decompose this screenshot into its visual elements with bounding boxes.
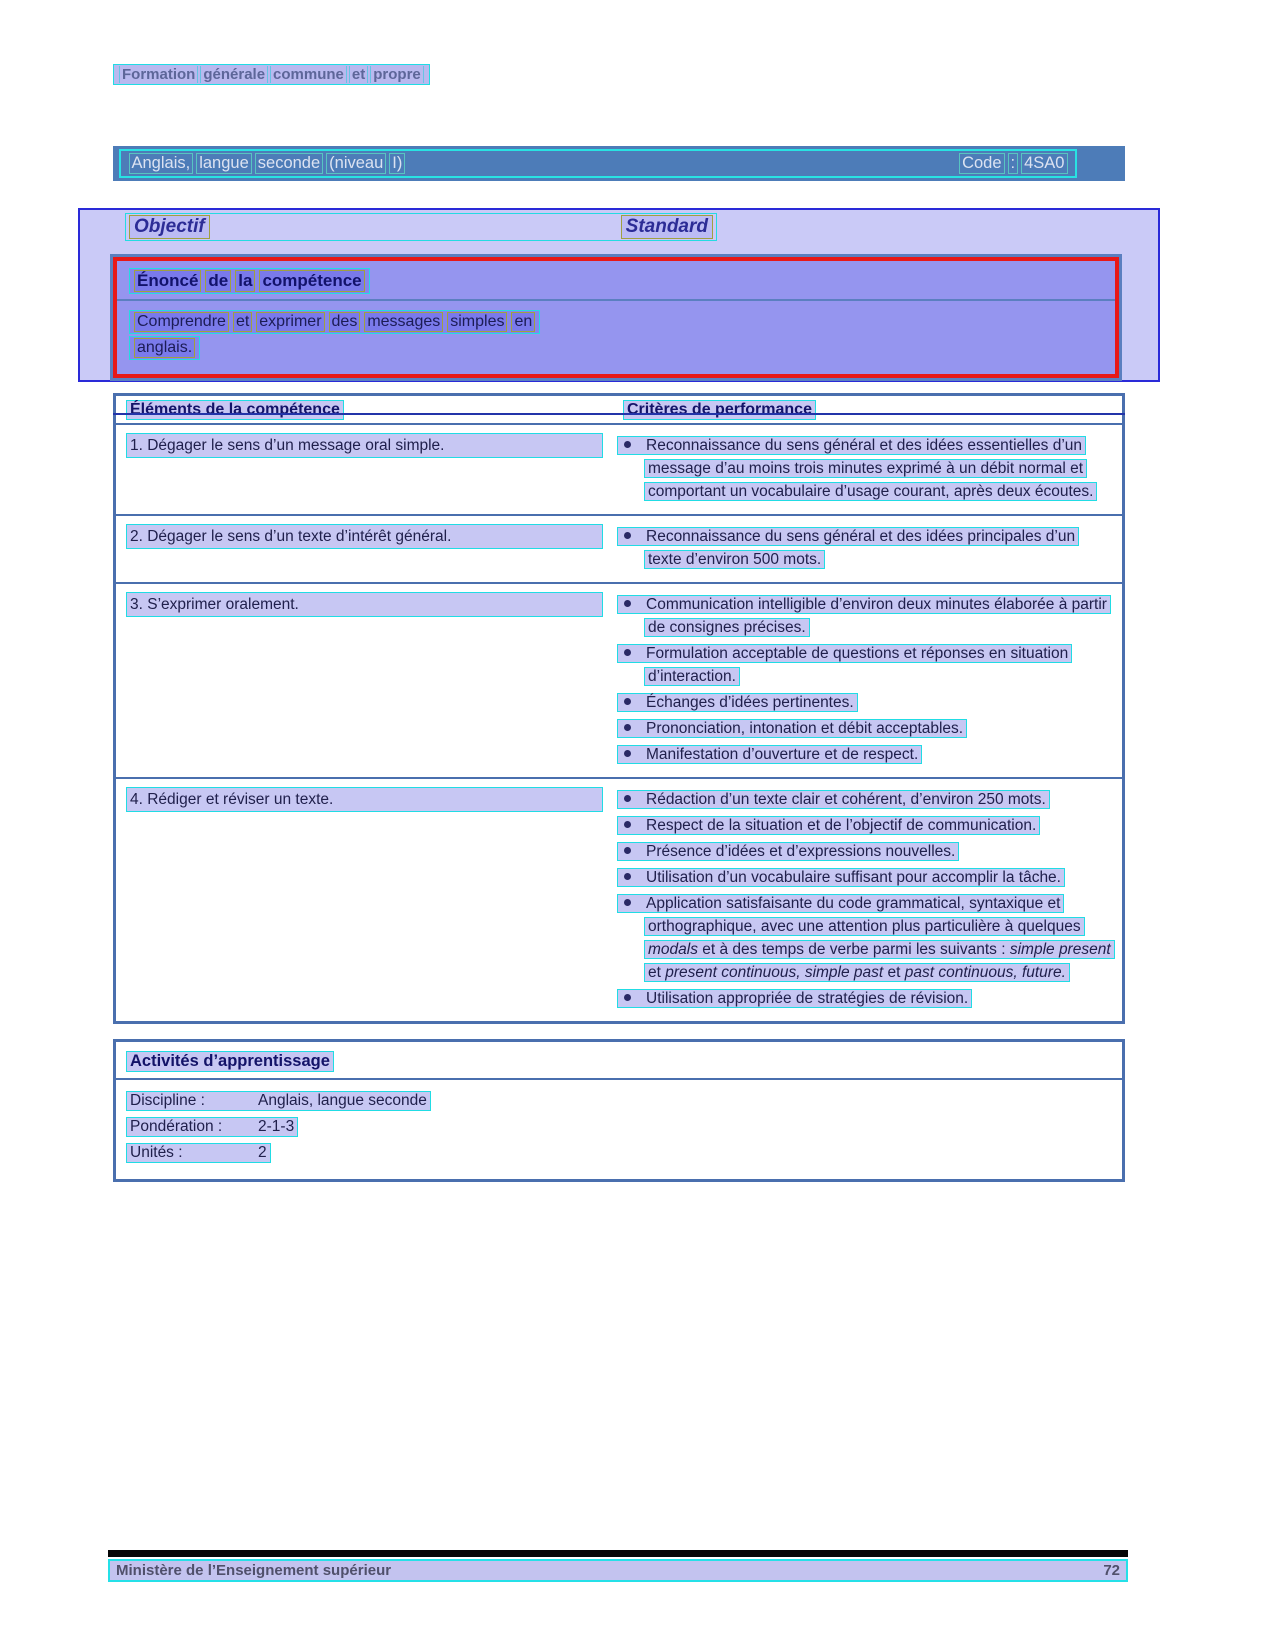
bullet-icon (624, 821, 631, 828)
bullet-icon (624, 649, 631, 656)
element-cell (116, 779, 613, 1021)
activity-field-row (126, 1143, 1112, 1163)
activity-fields (116, 1080, 1122, 1163)
objectif-standard-box (78, 208, 1160, 382)
field-value: 2-1-3 (258, 1118, 295, 1135)
activity-field (126, 1091, 431, 1111)
criterion-text: Rédaction d’un texte clair et cohérent, d’environ 250 mots. (617, 790, 1050, 809)
enonce-red-frame (113, 257, 1119, 378)
competence-rows (116, 423, 1122, 1021)
activity-field (126, 1143, 271, 1163)
activities-heading: Activités d’apprentissage (126, 1051, 334, 1072)
criterion-item (617, 525, 1112, 571)
elements-header: Éléments de la compétence (126, 400, 344, 420)
criteria-cell (613, 516, 1122, 582)
bullet-icon (624, 899, 631, 906)
footer-rule (108, 1550, 1128, 1557)
bullet-icon (624, 724, 631, 731)
criterion-item (617, 892, 1112, 984)
criterion-text: Respect de la situation et de l’objectif de communication. (617, 816, 1040, 835)
criteria-cell (613, 584, 1122, 777)
criterion-item (617, 717, 1112, 740)
criterion-text: Manifestation d’ouverture et de respect. (617, 745, 922, 764)
enonce-heading-row (117, 261, 1115, 301)
course-code: Code : 4SA0 (958, 153, 1069, 174)
element-text: 4. Rédiger et réviser un texte. (126, 787, 603, 812)
footer-line (108, 1559, 1128, 1582)
element-cell (116, 584, 613, 777)
objectif-label: Objectif (129, 215, 210, 239)
criterion-text: Présence d’idées et d’expressions nouvelles. (617, 842, 959, 861)
bullet-icon (624, 698, 631, 705)
table-row (116, 514, 1122, 582)
competence-table-header (116, 396, 1122, 423)
criterion-item (617, 743, 1112, 766)
running-header-text: Formation générale commune et propre (113, 64, 430, 85)
criterion-item (617, 788, 1112, 811)
criteria-cell (613, 779, 1122, 1021)
bullet-icon (624, 795, 631, 802)
running-header (113, 64, 430, 85)
bullet-icon (624, 847, 631, 854)
enonce-box (110, 254, 1122, 381)
criterion-text: Formulation acceptable de questions et réponses en situation d’interaction. (617, 644, 1072, 686)
criterion-text: Utilisation appropriée de stratégies de révision. (617, 989, 972, 1008)
criterion-item (617, 593, 1112, 639)
enonce-body-line: Comprendre et exprimer des messages simples en (129, 310, 540, 334)
course-title-bar (113, 146, 1125, 181)
criterion-text: Application satisfaisante du code grammatical, syntaxique et orthographique, avec une attention plus particulière à quelques modals et à des temps de verbe parmi les suivants : simple present et present continuous, simple past et past continuous, future. (617, 894, 1115, 982)
field-label: Discipline : (130, 1092, 205, 1109)
bullet-icon (624, 532, 631, 539)
element-text: 2. Dégager le sens d’un texte d’intérêt général. (126, 524, 603, 549)
activities-heading-row (116, 1042, 1122, 1080)
criterion-item (617, 866, 1112, 889)
enonce-body-line: anglais. (129, 336, 200, 360)
field-value: 2 (258, 1144, 267, 1161)
enonce-body (117, 301, 1115, 374)
objectif-standard-headers (125, 213, 717, 241)
activity-field (126, 1117, 298, 1137)
bullet-icon (624, 873, 631, 880)
table-row (116, 582, 1122, 777)
table-row (116, 423, 1122, 514)
criterion-text: Communication intelligible d’environ deux minutes élaborée à partir de consignes précises. (617, 595, 1111, 637)
criterion-item (617, 642, 1112, 688)
criterion-item (617, 987, 1112, 1010)
criterion-item (617, 840, 1112, 863)
criterion-text: Échanges d’idées pertinentes. (617, 693, 858, 712)
course-title: Anglais, langue seconde (niveau I) (127, 153, 407, 174)
bullet-icon (624, 600, 631, 607)
main-content (113, 393, 1125, 1182)
enonce-heading: Énoncé de la compétence (129, 268, 370, 294)
bullet-icon (624, 994, 631, 1001)
criterion-item (617, 814, 1112, 837)
activities-box (113, 1039, 1125, 1182)
field-value: Anglais, langue seconde (258, 1092, 427, 1109)
course-title-line (119, 149, 1077, 178)
element-cell (116, 516, 613, 582)
criterion-text: Reconnaissance du sens général et des idées principales d’un texte d’environ 500 mots. (617, 527, 1079, 569)
footer-page-number: 72 (1103, 1562, 1120, 1579)
footer-ministry: Ministère de l’Enseignement supérieur (116, 1562, 392, 1579)
elements-header-cell (116, 400, 613, 420)
criterion-text: Prononciation, intonation et débit acceptables. (617, 719, 967, 738)
element-text: 3. S’exprimer oralement. (126, 592, 603, 617)
table-row (116, 777, 1122, 1021)
criteria-cell (613, 425, 1122, 514)
activity-field-row (126, 1091, 1112, 1111)
criteres-header-cell (613, 400, 1122, 420)
element-cell (116, 425, 613, 514)
activity-field-row (126, 1117, 1112, 1137)
criterion-item (617, 691, 1112, 714)
bullet-icon (624, 750, 631, 757)
bullet-icon (624, 441, 631, 448)
criteres-header: Critères de performance (623, 400, 816, 420)
criterion-text: Utilisation d’un vocabulaire suffisant pour accomplir la tâche. (617, 868, 1065, 887)
field-label: Unités : (130, 1144, 183, 1161)
standard-label: Standard (621, 215, 713, 239)
page-footer (108, 1550, 1128, 1582)
competence-table (113, 393, 1125, 1024)
criterion-item (617, 434, 1112, 503)
criterion-text: Reconnaissance du sens général et des idées essentielles d’un message d’au moins trois minutes exprimé à un débit normal et comportant un vocabulaire d’usage courant, après deux écoutes. (617, 436, 1097, 501)
element-text: 1. Dégager le sens d’un message oral simple. (126, 433, 603, 458)
field-label: Pondération : (130, 1118, 223, 1135)
